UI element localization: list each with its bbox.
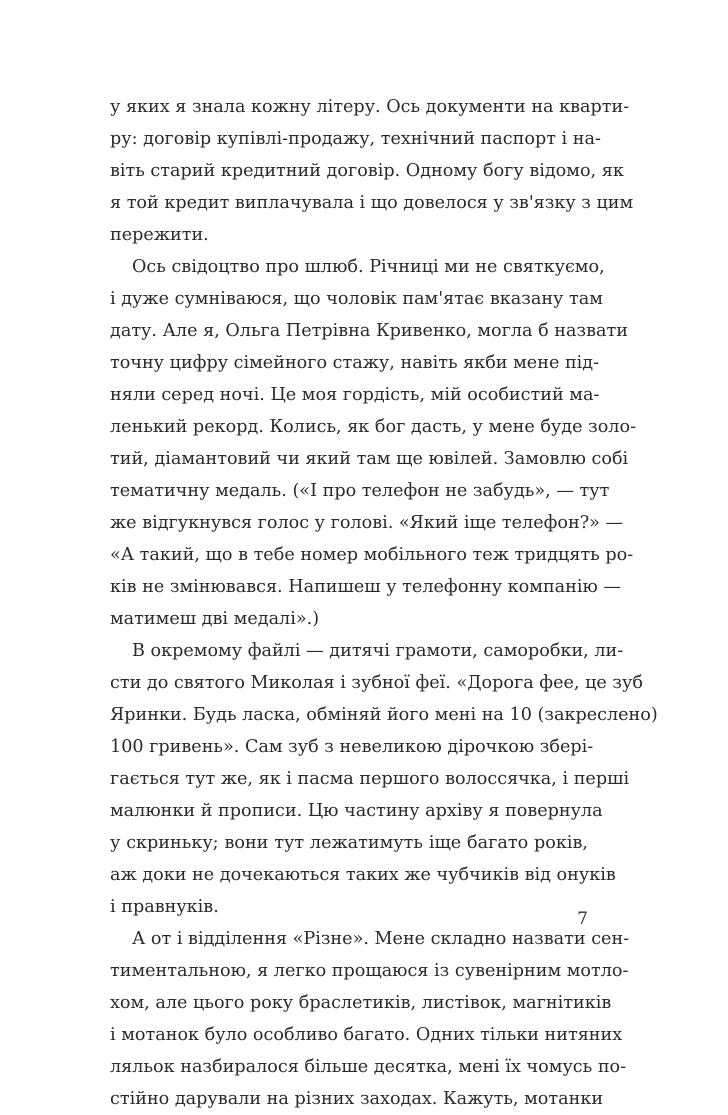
text-line: ляльок назбиралося більше десятка, мені їх чомусь по- — [110, 1057, 627, 1077]
text-line: у скриньку; вони тут лежатимуть іще багато років, — [110, 833, 588, 853]
text-line: ків не змінювався. Напишеш у телефонну компанію — — [110, 577, 622, 597]
text-line: Яринки. Будь ласка, обміняй його мені на 10 (закреслено) — [110, 705, 658, 725]
text-line: точну цифру сімейного стажу, навіть якби мене під- — [110, 353, 600, 373]
text-line: я той кредит виплачувала і що довелося у зв'язку з цим — [110, 193, 634, 213]
text-line: тематичну медаль. («І про телефон не забудь», — тут — [110, 481, 610, 501]
text-line: В окремому файлі — дитячі грамоти, саморобки, ли- — [132, 641, 624, 661]
text-line: 100 гривень». Сам зуб з невеликою дірочкою збері- — [110, 737, 594, 757]
text-line: тий, діамантовий чи який там ще ювілей. Замовлю собі — [110, 449, 629, 469]
text-line: ленький рекорд. Колись, як бог дасть, у мене буде золо- — [110, 417, 637, 437]
text-line: матимеш дві медалі».) — [110, 609, 320, 629]
text-line: ру: договір купівлі-продажу, технічний паспорт і на- — [110, 129, 601, 149]
text-line: і дуже сумніваюся, що чоловік пам'ятає вказану там — [110, 289, 603, 309]
text-line: стійно дарували на різних заходах. Кажуть, мотанки — [110, 1089, 604, 1109]
text-line: хом, але цього року браслетиків, листівок, магнітиків — [110, 993, 612, 1013]
text-line: сти до святого Миколая і зубної феї. «Дорога фее, це зуб — [110, 673, 643, 693]
text-line: няли серед ночі. Це моя гордість, мій особистий ма- — [110, 385, 600, 405]
text-line: віть старий кредитний договір. Одному богу відомо, як — [110, 161, 624, 181]
paragraph — [110, 923, 630, 1115]
page-number: 7 — [577, 909, 588, 929]
text-line: гається тут же, як і пасма першого волоссячка, і перші — [110, 769, 630, 789]
text-line: малюнки й прописи. Цю частину архіву я повернула — [110, 801, 603, 821]
paragraph — [110, 251, 637, 635]
body-text — [110, 91, 658, 1115]
text-line: дату. Але я, Ольга Петрівна Кривенко, могла б назвати — [110, 321, 628, 341]
text-line: «А такий, що в тебе номер мобільного теж тридцять ро- — [110, 545, 634, 565]
text-line: і правнуків. — [110, 897, 219, 917]
text-line: А от і відділення «Різне». Мене складно назвати сен- — [132, 929, 630, 949]
text-line: аж доки не дочекаються таких же чубчиків від онуків — [110, 865, 616, 885]
text-line: тиментальною, я легко прощаюся із сувенірним мотло- — [110, 961, 629, 981]
text-line: пережити. — [110, 225, 209, 245]
paragraph — [110, 635, 658, 923]
text-line: у яких я знала кожну літеру. Ось документи на кварти- — [110, 97, 630, 117]
paragraph — [110, 91, 634, 251]
text-line: і мотанок було особливо багато. Одних тільки нитяних — [110, 1025, 623, 1045]
text-line: же відгукнувся голос у голові. «Який іще телефон?» — — [110, 513, 624, 533]
text-line: Ось свідоцтво про шлюб. Річниці ми не святкуємо, — [132, 257, 605, 277]
